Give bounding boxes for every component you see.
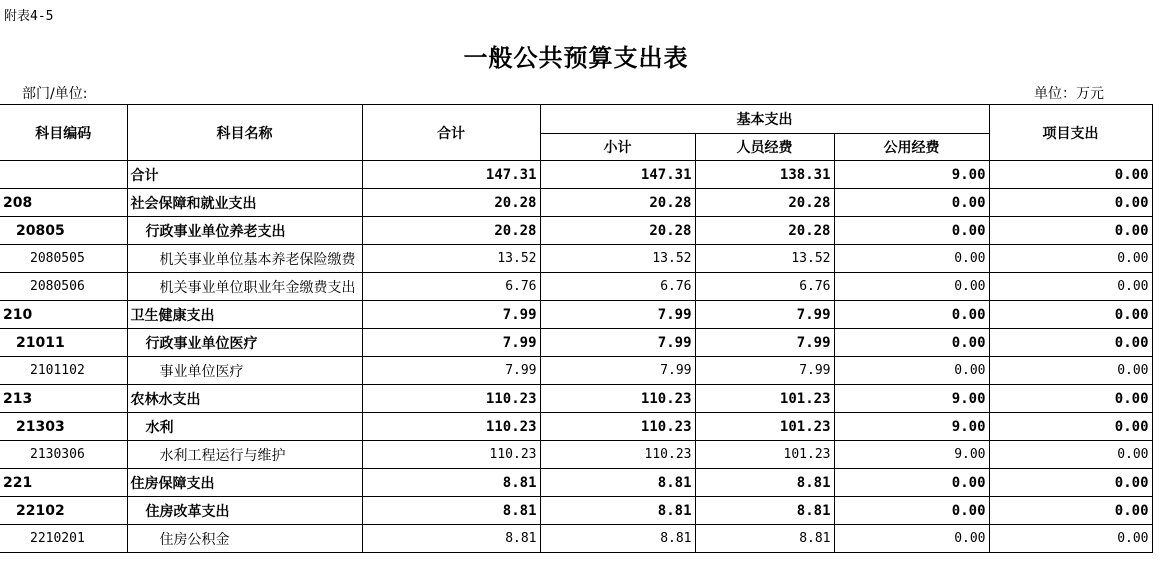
row-subtotal: 110.23 xyxy=(540,385,695,413)
row-public: 0.00 xyxy=(834,217,989,245)
row-code: 22102 xyxy=(0,497,127,525)
row-subtotal: 7.99 xyxy=(540,301,695,329)
table-row xyxy=(0,413,1152,441)
row-code: 21011 xyxy=(0,329,127,357)
row-personnel: 20.28 xyxy=(695,217,834,245)
row-public: 0.00 xyxy=(834,189,989,217)
row-code: 210 xyxy=(0,301,127,329)
row-personnel: 8.81 xyxy=(695,497,834,525)
row-code: 2080506 xyxy=(0,273,127,301)
table-row xyxy=(0,441,1152,469)
header-code: 科目编码 xyxy=(0,105,127,161)
table-row xyxy=(0,161,1152,189)
header-project-expenditure: 项目支出 xyxy=(989,105,1152,161)
row-public: 9.00 xyxy=(834,161,989,189)
row-subtotal: 13.52 xyxy=(540,245,695,273)
row-name: 机关事业单位职业年金缴费支出 xyxy=(127,273,362,301)
row-subtotal: 110.23 xyxy=(540,413,695,441)
table-row xyxy=(0,525,1152,553)
header-name: 科目名称 xyxy=(127,105,362,161)
row-subtotal: 20.28 xyxy=(540,217,695,245)
row-name: 合计 xyxy=(127,161,362,189)
row-name: 住房保障支出 xyxy=(127,469,362,497)
row-name: 行政事业单位医疗 xyxy=(127,329,362,357)
row-public: 0.00 xyxy=(834,301,989,329)
row-subtotal: 7.99 xyxy=(540,329,695,357)
row-code: 208 xyxy=(0,189,127,217)
row-project: 0.00 xyxy=(989,301,1152,329)
header-subtotal: 小计 xyxy=(540,134,695,161)
row-project: 0.00 xyxy=(989,189,1152,217)
row-code: 20805 xyxy=(0,217,127,245)
table-row xyxy=(0,497,1152,525)
row-public: 0.00 xyxy=(834,329,989,357)
row-public: 0.00 xyxy=(834,357,989,385)
row-personnel: 6.76 xyxy=(695,273,834,301)
row-name: 机关事业单位基本养老保险缴费 xyxy=(127,245,362,273)
row-subtotal: 20.28 xyxy=(540,189,695,217)
row-subtotal: 110.23 xyxy=(540,441,695,469)
row-total: 8.81 xyxy=(362,525,540,553)
row-public: 0.00 xyxy=(834,245,989,273)
table-row xyxy=(0,273,1152,301)
table-row xyxy=(0,301,1152,329)
row-project: 0.00 xyxy=(989,497,1152,525)
unit-label: 单位：万元 xyxy=(1034,86,1104,102)
row-total: 147.31 xyxy=(362,161,540,189)
row-name: 农林水支出 xyxy=(127,385,362,413)
table-row xyxy=(0,357,1152,385)
row-subtotal: 8.81 xyxy=(540,497,695,525)
row-name: 行政事业单位养老支出 xyxy=(127,217,362,245)
table-row xyxy=(0,385,1152,413)
row-project: 0.00 xyxy=(989,441,1152,469)
row-project: 0.00 xyxy=(989,161,1152,189)
row-project: 0.00 xyxy=(989,273,1152,301)
row-total: 7.99 xyxy=(362,357,540,385)
row-personnel: 7.99 xyxy=(695,301,834,329)
row-total: 110.23 xyxy=(362,441,540,469)
row-project: 0.00 xyxy=(989,525,1152,553)
row-code: 2130306 xyxy=(0,441,127,469)
row-name: 住房公积金 xyxy=(127,525,362,553)
row-personnel: 8.81 xyxy=(695,469,834,497)
row-public: 9.00 xyxy=(834,441,989,469)
row-personnel: 13.52 xyxy=(695,245,834,273)
row-total: 110.23 xyxy=(362,413,540,441)
row-code: 21303 xyxy=(0,413,127,441)
row-code: 221 xyxy=(0,469,127,497)
table-row xyxy=(0,469,1152,497)
row-personnel: 138.31 xyxy=(695,161,834,189)
row-total: 20.28 xyxy=(362,189,540,217)
row-code xyxy=(0,161,127,189)
row-personnel: 7.99 xyxy=(695,329,834,357)
row-code: 2210201 xyxy=(0,525,127,553)
table-row xyxy=(0,189,1152,217)
table-row xyxy=(0,329,1152,357)
row-personnel: 7.99 xyxy=(695,357,834,385)
budget-expenditure-table xyxy=(0,104,1153,553)
row-total: 20.28 xyxy=(362,217,540,245)
row-total: 8.81 xyxy=(362,497,540,525)
row-project: 0.00 xyxy=(989,413,1152,441)
row-subtotal: 8.81 xyxy=(540,525,695,553)
row-public: 0.00 xyxy=(834,497,989,525)
row-public: 0.00 xyxy=(834,469,989,497)
header-basic-expenditure: 基本支出 xyxy=(540,105,989,134)
row-personnel: 101.23 xyxy=(695,385,834,413)
header-total: 合计 xyxy=(362,105,540,161)
row-project: 0.00 xyxy=(989,217,1152,245)
table-row xyxy=(0,245,1152,273)
row-project: 0.00 xyxy=(989,385,1152,413)
row-total: 6.76 xyxy=(362,273,540,301)
table-row xyxy=(0,217,1152,245)
department-label: 部门/单位: xyxy=(22,86,88,102)
row-public: 9.00 xyxy=(834,385,989,413)
appendix-label: 附表4-5 xyxy=(4,9,54,24)
row-subtotal: 6.76 xyxy=(540,273,695,301)
row-code: 2080505 xyxy=(0,245,127,273)
row-project: 0.00 xyxy=(989,357,1152,385)
row-subtotal: 7.99 xyxy=(540,357,695,385)
row-name: 水利工程运行与维护 xyxy=(127,441,362,469)
row-subtotal: 8.81 xyxy=(540,469,695,497)
row-subtotal: 147.31 xyxy=(540,161,695,189)
row-personnel: 101.23 xyxy=(695,441,834,469)
row-total: 110.23 xyxy=(362,385,540,413)
row-name: 卫生健康支出 xyxy=(127,301,362,329)
row-project: 0.00 xyxy=(989,245,1152,273)
row-name: 水利 xyxy=(127,413,362,441)
row-name: 社会保障和就业支出 xyxy=(127,189,362,217)
row-total: 13.52 xyxy=(362,245,540,273)
row-total: 7.99 xyxy=(362,329,540,357)
header-public: 公用经费 xyxy=(834,134,989,161)
row-total: 7.99 xyxy=(362,301,540,329)
row-public: 0.00 xyxy=(834,525,989,553)
row-project: 0.00 xyxy=(989,469,1152,497)
row-code: 2101102 xyxy=(0,357,127,385)
row-code: 213 xyxy=(0,385,127,413)
row-name: 事业单位医疗 xyxy=(127,357,362,385)
row-personnel: 8.81 xyxy=(695,525,834,553)
row-public: 0.00 xyxy=(834,273,989,301)
row-personnel: 101.23 xyxy=(695,413,834,441)
row-personnel: 20.28 xyxy=(695,189,834,217)
page-title: 一般公共预算支出表 xyxy=(463,43,689,72)
row-public: 9.00 xyxy=(834,413,989,441)
header-personnel: 人员经费 xyxy=(695,134,834,161)
row-name: 住房改革支出 xyxy=(127,497,362,525)
row-total: 8.81 xyxy=(362,469,540,497)
row-project: 0.00 xyxy=(989,329,1152,357)
